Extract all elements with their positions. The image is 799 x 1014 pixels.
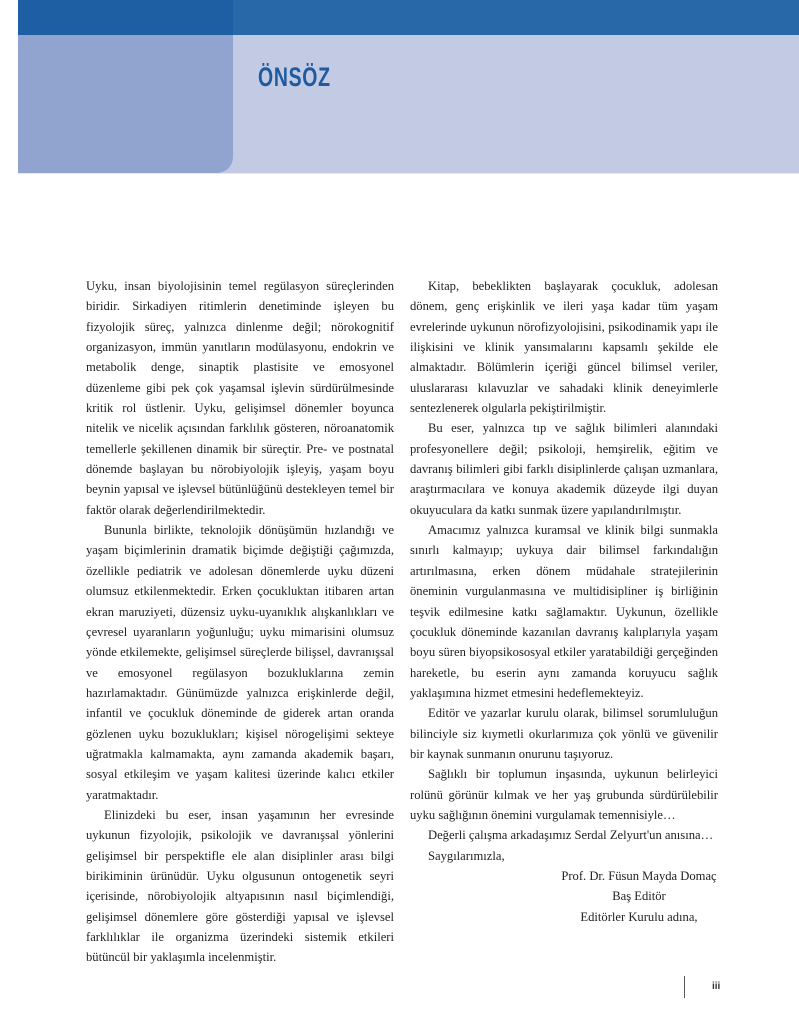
header-top-band	[18, 0, 799, 35]
paragraph: Amacımız yalnızca kuramsal ve klinik bilgi sunmakla sınırlı kalmayıp; uykuya dair bilimsel farkındalığın artırılmasına, erken dönem müdahale stratejilerinin öneminin vurgulanmasına ve multidisipliner iş birliğinin teşvik edilmesine katkı sağlamaktır. Uykunun, özellikle çocukluk döneminde kazanılan davranış kalıplarıyla yaşam boyu süren biyopsikososyal etkiler yaratabildiği gerçeğinden hareketle, bu eserin aynı zamanda koruyucu sağlık yaklaşımına hizmet etmesini hedeflemekteyiz.	[410, 523, 718, 700]
signature-on-behalf: Editörler Kurulu adına,	[580, 909, 698, 924]
paragraph: Bu eser, yalnızca tıp ve sağlık bilimleri alanındaki profesyonellere değil; psikoloji, hemşirelik, eğitim ve davranış bilimleri gibi farklı disiplinlerde çalışan uzmanlara, araştırmacılara ve konuya akademik düzeyde ilgi duyan okuyuculara da katkı sunmak üzere yapılandırılmıştır.	[410, 421, 718, 517]
paragraph: Sağlıklı bir toplumun inşasında, uykunun belirleyici rolünü görünür kılmak ve her yaş grubunda sürdürülebilir uyku sağlığının önemini vurgulamak temennisiyle…	[410, 767, 718, 822]
paragraph: Uyku, insan biyolojisinin temel regülasyon süreçlerinden biridir. Sirkadiyen ritimlerin denetiminde işleyen bu fizyolojik süreç, yalnızca dinlenme değil; nörokognitif organizasyon, immün yanıtların modülasyonu, endokrin ve metabolik denge, sinaptik plastisite ve emosyonel düzenleme gibi pek çok yaşamsal işlevin sürdürülmesinde kritik rol üstlenir. Uyku, gelişimsel dönemler boyunca nitelik ve nicelik açısından farklılık gösteren, nöroanatomik temellerle şekillenen dinamik bir süreçtir. Pre- ve postnatal dönemde başlayan bu nörobiyolojik işleyiş, yaşam boyu beynin yapısal ve işlevsel bütünlüğünü destekleyen temel bir faktör olarak değerlendirilmektedir.	[86, 279, 394, 517]
paragraph: Editör ve yazarlar kurulu olarak, bilimsel sorumluluğun bilinciyle siz kıymetli okurlarımıza çok yönlü ve güvenilir bir kaynak sunmanın onurunu taşıyoruz.	[410, 706, 718, 761]
signature-role: Baş Editör	[612, 889, 666, 904]
header-top-band-dark	[18, 0, 233, 35]
footer-divider	[684, 976, 685, 998]
text-column-right	[410, 276, 718, 927]
signature-name: Prof. Dr. Füsun Mayda Domaç	[561, 868, 717, 883]
paragraph: Değerli çalışma arkadaşımız Serdal Zelyurt'un anısına…	[428, 828, 714, 843]
chapter-header-banner	[18, 0, 799, 173]
paragraph: Kitap, bebeklikten başlayarak çocukluk, adolesan dönem, genç erişkinlik ve ileri yaşa kadar tüm yaşam evrelerinde uykunun nörofizyolojisini, psikodinamik yapı ile ilişkisini ve klinik yansımalarını kapsamlı şekilde ele almaktadır. Bölümlerin içeriği güncel bilimsel veriler, uluslararası kılavuzlar ve sahadaki klinik deneyimlerle sentezlenerek olgularla pekiştirilmiştir.	[410, 279, 718, 416]
paragraph: Elinizdeki bu eser, insan yaşamının her evresinde uykunun fizyolojik, psikolojik ve davranışsal yönlerini gelişimsel bir perspektifle ele alan disiplinler arası bilgi birikiminin ürünüdür. Uyku olgusunun ontogenetik seyri içerisinde, nörobiyolojik altyapısının nasıl biçimlendiği, gelişimsel dönemlere göre gösterdiği yapısal ve işlevsel farklılıklar ile organizma üzerindeki sistemik etkileri bütüncül bir yaklaşımla incelenmiştir.	[86, 807, 394, 965]
paragraph: Bununla birlikte, teknolojik dönüşümün hızlandığı ve yaşam biçimlerinin dramatik biçimde değiştiği çağımızda, özellikle pediatrik ve adolesan dönemlerde uyku düzeni olumsuz etkilenmektedir. Erken çocukluktan itibaren artan ekran maruziyeti, düzensiz uyku-uyanıklık alışkanlıkları ve çevresel uyaranların yoğunluğu; uyku mimarisini olumsuz yönde etkilemekte, gelişimsel süreçlerde bilişsel, davranışsal ve emosyonel regülasyon bozukluklarına zemin hazırlamaktadır. Günümüzde yalnızca erişkinlerde değil, infantil ve çocukluk döneminde de giderek artan oranda gözlenen uyku bozuklukları; kişisel nörogelişimi sekteye uğratmakla kalmamakta, aynı zamanda akademik başarı, sosyal etkileşim ve yaşam kalitesi üzerinde kalıcı etkiler yaratmaktadır.	[86, 523, 394, 802]
page-title: ÖNSÖZ	[258, 62, 331, 92]
closing-salutation: Saygılarımızla,	[428, 848, 505, 863]
page-number: iii	[712, 981, 721, 992]
header-bottom-rule	[18, 173, 799, 174]
text-column-left	[86, 276, 394, 968]
header-accent-block	[18, 35, 233, 173]
